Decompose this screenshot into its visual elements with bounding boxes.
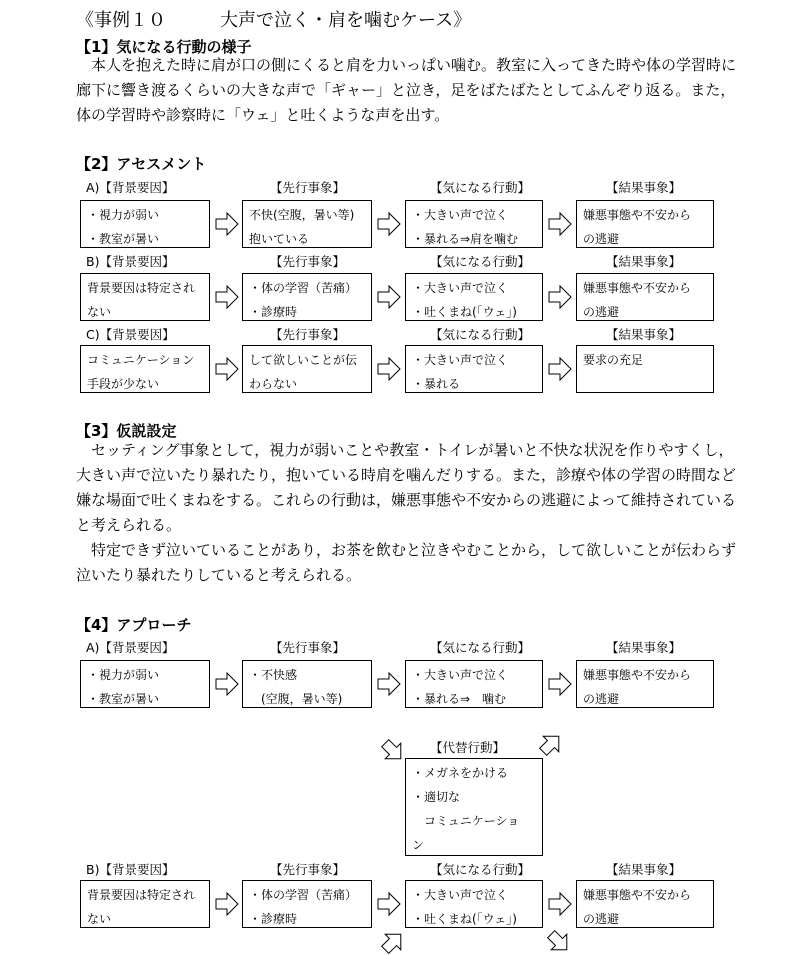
right-arrow-icon	[549, 286, 571, 308]
label-background-b: B)【背景要因】	[86, 862, 175, 877]
diagonal-arrow-icon	[543, 926, 574, 955]
label-consequence: 【結果事象】	[606, 180, 682, 195]
page-title: 《事例１０ 大声で泣く・肩を噛むケース》	[76, 10, 472, 31]
right-arrow-icon	[378, 893, 400, 915]
right-arrow-icon	[549, 358, 571, 380]
label-antecedent: 【先行事象】	[270, 180, 346, 195]
right-arrow-icon	[216, 286, 238, 308]
diagonal-arrow-icon	[377, 926, 408, 955]
label-behavior: 【気になる行動】	[430, 180, 531, 195]
label-behavior: 【気になる行動】	[430, 254, 531, 269]
assess-c-consequence-box: 要求の充足	[576, 345, 714, 393]
approach-b-background-box: 背景要因は特定され ない	[80, 880, 210, 928]
assess-a-antecedent-box: 不快(空腹，暑い等) 抱いている	[242, 200, 372, 248]
approach-b-behavior-box: ・大きい声で泣く ・吐くまね(｢ウェ｣)	[405, 880, 543, 928]
label-background-b: B)【背景要因】	[86, 254, 175, 269]
right-arrow-icon	[216, 213, 238, 235]
approach-a-background-box: ・視力が弱い ・教室が暑い	[80, 660, 210, 708]
assess-c-background-box: コミュニケーション 手段が少ない	[80, 345, 210, 393]
diagonal-arrow-icon	[377, 735, 408, 766]
section-heading-4: 【4】アプローチ	[76, 616, 192, 634]
assess-b-background-box: 背景要因は特定され ない	[80, 273, 210, 321]
label-antecedent: 【先行事象】	[270, 254, 346, 269]
label-behavior: 【気になる行動】	[430, 640, 531, 655]
label-consequence: 【結果事象】	[606, 327, 682, 342]
section-heading-1: 【1】気になる行動の様子	[76, 38, 252, 56]
label-background-a: A)【背景要因】	[86, 180, 175, 195]
right-arrow-icon	[216, 358, 238, 380]
right-arrow-icon	[549, 213, 571, 235]
label-behavior: 【気になる行動】	[430, 862, 531, 877]
approach-a-antecedent-box: ・不快感 (空腹，暑い等)	[242, 660, 372, 708]
assess-b-behavior-box: ・大きい声で泣く ・吐くまね(｢ウェ｣)	[405, 273, 543, 321]
right-arrow-icon	[378, 358, 400, 380]
label-antecedent: 【先行事象】	[270, 640, 346, 655]
right-arrow-icon	[216, 893, 238, 915]
section-3-text: セッティング事象として，視力が弱いことや教室・トイレが暑いと不快な状況を作りやすくし，大きい声で泣いたり暴れたり，抱いている時肩を噛んだりする。また，診療や体の学習の時間など嫌な場面で吐くまねをする。これらの行動は，嫌悪事態や不安からの逃避によって維持されていると考えられる。 特定できず泣いていることがあり，お茶を飲むと泣きやむことから，して欲しいことが伝わらず泣いたり暴れたりしていると考えられる。	[76, 441, 737, 584]
approach-b-antecedent-box: ・体の学習（苦痛） ・診療時	[242, 880, 372, 928]
section-1-text: 本人を抱えた時に肩が口の側にくると肩を力いっぱい噛む。教室に入ってきた時や体の学習時に廊下に響き渡るくらいの大きな声で「ギャー」と泣き，足をばたばたとしてふんぞり返る。また，体の学習時や診察時に「ウェ」と吐くような声を出す。	[76, 56, 737, 124]
diagonal-arrow-icon	[535, 728, 566, 759]
approach-a-behavior-box: ・大きい声で泣く ・暴れる⇒ 噛む	[405, 660, 543, 708]
assess-a-consequence-box: 嫌悪事態や不安から の逃避	[576, 200, 714, 248]
label-antecedent: 【先行事象】	[270, 862, 346, 877]
approach-a-consequence-box: 嫌悪事態や不安から の逃避	[576, 660, 714, 708]
right-arrow-icon	[378, 673, 400, 695]
label-alternative-behavior: 【代替行動】	[430, 740, 506, 755]
label-background-a: A)【背景要因】	[86, 640, 175, 655]
section-heading-3: 【3】仮説設定	[76, 422, 177, 440]
label-consequence: 【結果事象】	[606, 862, 682, 877]
approach-b-consequence-box: 嫌悪事態や不安から の逃避	[576, 880, 714, 928]
label-antecedent: 【先行事象】	[270, 327, 346, 342]
assess-c-behavior-box: ・大きい声で泣く ・暴れる	[405, 345, 543, 393]
assess-c-antecedent-box: して欲しいことが伝 わらない	[242, 345, 372, 393]
label-behavior: 【気になる行動】	[430, 327, 531, 342]
right-arrow-icon	[378, 213, 400, 235]
alternative-behavior-box: ・メガネをかける ・適切な コミュニケーショ ン	[405, 758, 543, 856]
assess-a-background-box: ・視力が弱い ・教室が暑い	[80, 200, 210, 248]
right-arrow-icon	[549, 673, 571, 695]
label-consequence: 【結果事象】	[606, 640, 682, 655]
right-arrow-icon	[549, 893, 571, 915]
assess-a-behavior-box: ・大きい声で泣く ・暴れる⇒肩を噛む	[405, 200, 543, 248]
label-background-c: C)【背景要因】	[86, 327, 175, 342]
label-consequence: 【結果事象】	[606, 254, 682, 269]
assess-b-consequence-box: 嫌悪事態や不安から の逃避	[576, 273, 714, 321]
section-heading-2: 【2】アセスメント	[76, 155, 207, 173]
right-arrow-icon	[216, 673, 238, 695]
assess-b-antecedent-box: ・体の学習（苦痛） ・診療時	[242, 273, 372, 321]
right-arrow-icon	[378, 286, 400, 308]
